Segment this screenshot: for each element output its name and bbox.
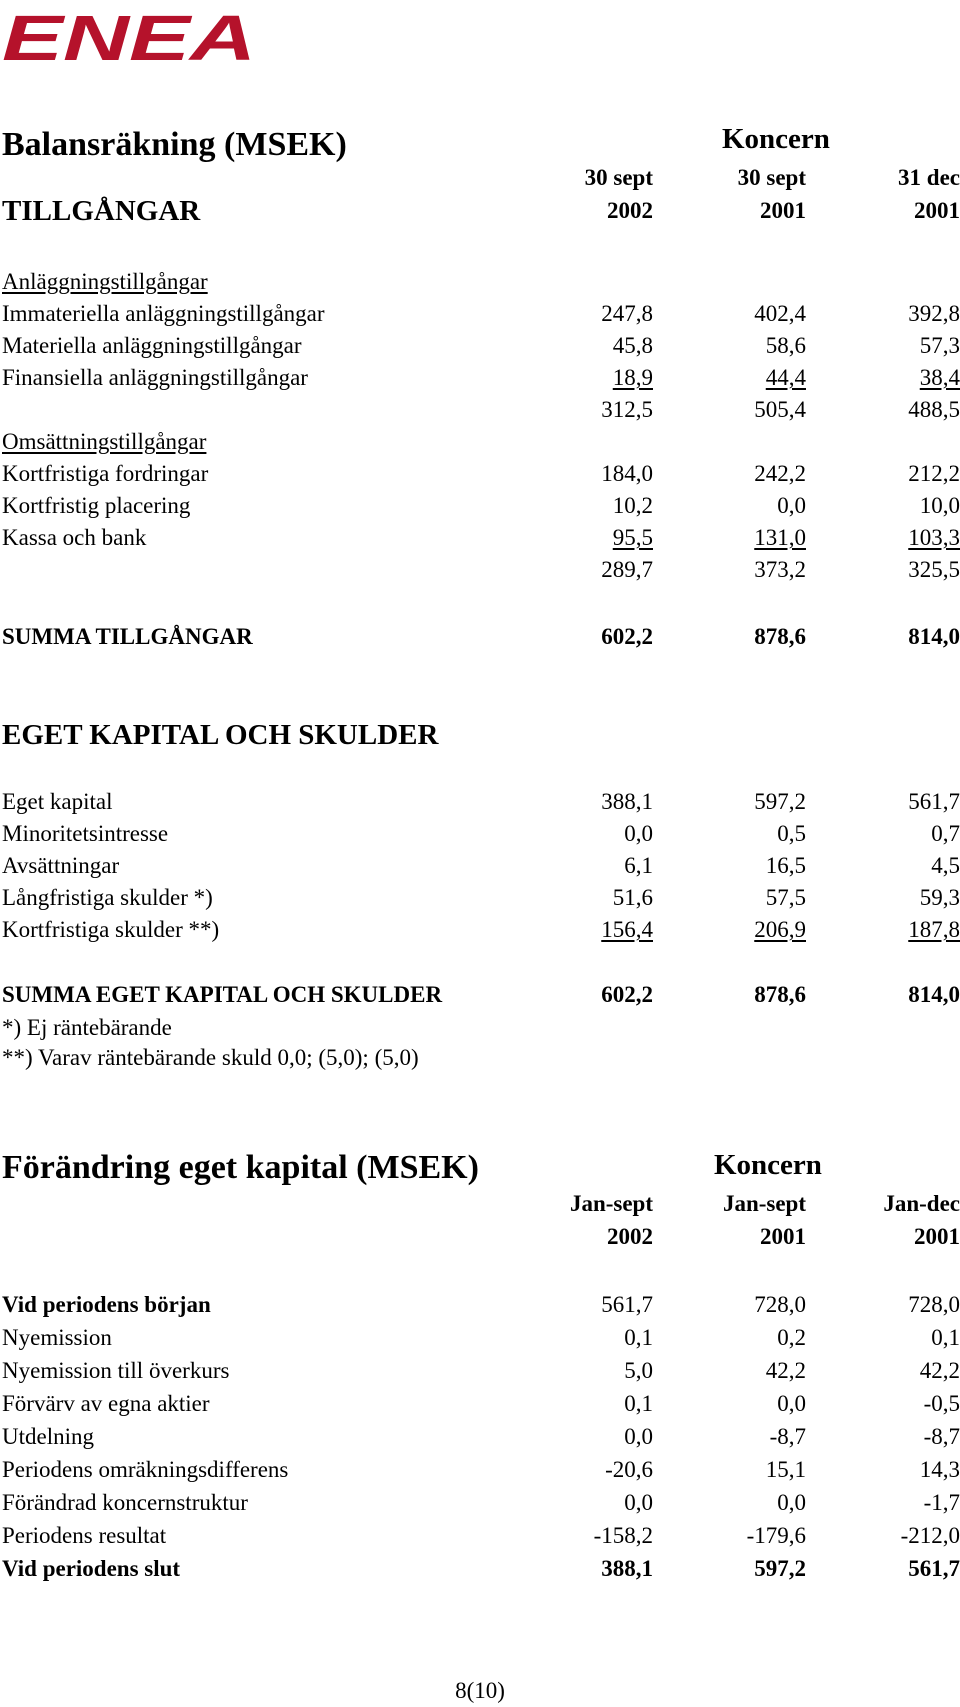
total-assets-value: 602,2: [601, 624, 653, 649]
current-sum-value: 325,5: [908, 557, 960, 582]
row-value: 388,1: [601, 1556, 653, 1581]
underlined-value: 131,0: [754, 525, 806, 550]
row-label: Immateriella anläggningstillgångar: [2, 301, 325, 326]
row-value: 0,1: [624, 1391, 653, 1416]
row-value: 0,0: [624, 1490, 653, 1515]
row-label: Minoritetsintresse: [2, 821, 169, 846]
equity-change-group-label: Koncern: [714, 1149, 822, 1181]
fixed-sum-value: 488,5: [908, 397, 960, 422]
underlined-value: 156,4: [601, 917, 653, 942]
assets-heading: TILLGÅNGAR: [2, 195, 201, 227]
row-label: Nyemission till överkurs: [2, 1358, 230, 1383]
row-label: Kortfristig placering: [2, 493, 191, 518]
total-assets-value: 814,0: [908, 624, 960, 649]
row-value: -20,6: [605, 1457, 653, 1482]
underlined-value: 95,5: [612, 525, 653, 550]
row-value: 0,0: [777, 1391, 806, 1416]
current-sum-value: 373,2: [754, 557, 806, 582]
row-value: 728,0: [754, 1292, 806, 1317]
row-value: 212,2: [908, 461, 960, 486]
total-assets-value: 878,6: [754, 624, 806, 649]
total-equity-value: 878,6: [754, 982, 806, 1007]
row-value: -212,0: [900, 1523, 960, 1548]
row-value: 10,2: [612, 493, 653, 518]
row-value: 59,3: [919, 885, 960, 910]
equity-change-col3-period: Jan-dec: [883, 1191, 960, 1216]
equity-change-col2-period: Jan-sept: [722, 1191, 806, 1216]
equity-change-col1-period: Jan-sept: [569, 1191, 653, 1216]
row-value: 42,2: [765, 1358, 806, 1383]
row-value: 728,0: [908, 1292, 960, 1317]
row-label: Kassa och bank: [2, 525, 147, 550]
row-value: 0,0: [777, 1490, 806, 1515]
underlined-value: 38,4: [919, 365, 960, 390]
balance-col2-period: 30 sept: [737, 165, 806, 190]
total-equity-value: 814,0: [908, 982, 960, 1007]
row-value: 0,0: [624, 821, 653, 846]
page-number: 8(10): [455, 1678, 505, 1703]
underlined-value: 206,9: [754, 917, 806, 942]
enea-logo: [0, 8, 260, 64]
row-value: 16,5: [765, 853, 806, 878]
row-label: Finansiella anläggningstillgångar: [2, 365, 308, 390]
underlined-value: 103,3: [908, 525, 960, 550]
row-value: 247,8: [601, 301, 653, 326]
row-value: 184,0: [601, 461, 653, 486]
row-value: 392,8: [908, 301, 960, 326]
row-label: Periodens resultat: [2, 1523, 167, 1548]
row-value: 0,1: [624, 1325, 653, 1350]
row-value: [676, 366, 806, 389]
row-value: 42,2: [919, 1358, 960, 1383]
row-value: 388,1: [601, 789, 653, 814]
row-label: Periodens omräkningsdifferens: [2, 1457, 289, 1482]
current-sum-value: 289,7: [601, 557, 653, 582]
row-value: 402,4: [754, 301, 806, 326]
row-value: 10,0: [919, 493, 960, 518]
row-value: 0,0: [624, 1424, 653, 1449]
row-value: -158,2: [593, 1523, 653, 1548]
row-label: Vid periodens slut: [2, 1556, 181, 1581]
row-value: 597,2: [754, 789, 806, 814]
total-equity-label: SUMMA EGET KAPITAL OCH SKULDER: [2, 982, 443, 1007]
total-assets-label: SUMMA TILLGÅNGAR: [2, 624, 253, 649]
row-value: 51,6: [612, 885, 653, 910]
equity-change-col3-year: 2001: [914, 1224, 960, 1249]
row-value: [676, 526, 806, 549]
balance-group-label: Koncern: [722, 123, 830, 155]
row-label: Utdelning: [2, 1424, 94, 1449]
row-value: 597,2: [754, 1556, 806, 1581]
equity-change-title: Förändring eget kapital (MSEK): [2, 1149, 479, 1186]
total-equity-value: 602,2: [601, 982, 653, 1007]
fixed-assets-heading: Anläggningstillgångar: [2, 269, 208, 294]
row-value: [830, 366, 960, 389]
balance-col2-year: 2001: [760, 198, 806, 223]
row-value: [523, 918, 653, 941]
row-value: 0,5: [777, 821, 806, 846]
row-value: 0,1: [931, 1325, 960, 1350]
balance-col3-year: 2001: [914, 198, 960, 223]
row-value: 4,5: [931, 853, 960, 878]
row-label: Avsättningar: [2, 853, 120, 878]
row-value: 561,7: [908, 1556, 960, 1581]
row-label: Materiella anläggningstillgångar: [2, 333, 302, 358]
current-assets-heading: Omsättningstillgångar: [2, 429, 207, 454]
row-value: 14,3: [919, 1457, 960, 1482]
balance-col1-period: 30 sept: [584, 165, 653, 190]
row-value: 15,1: [765, 1457, 806, 1482]
row-value: 0,0: [777, 493, 806, 518]
row-value: -1,7: [923, 1490, 960, 1515]
footnote: **) Varav räntebärande skuld 0,0; (5,0); (5,0): [2, 1045, 419, 1070]
row-value: [830, 526, 960, 549]
balance-col1-year: 2002: [607, 198, 653, 223]
row-value: 5,0: [624, 1358, 653, 1383]
row-value: [523, 366, 653, 389]
row-value: 6,1: [624, 853, 653, 878]
underlined-value: 44,4: [765, 365, 806, 390]
row-label: Förvärv av egna aktier: [2, 1391, 210, 1416]
row-value: -8,7: [769, 1424, 806, 1449]
row-value: -8,7: [923, 1424, 960, 1449]
row-value: 242,2: [754, 461, 806, 486]
row-label: Kortfristiga skulder **): [2, 917, 220, 942]
row-label: Förändrad koncernstruktur: [2, 1490, 248, 1515]
equity-change-col2-year: 2001: [760, 1224, 806, 1249]
row-label: Vid periodens början: [2, 1292, 211, 1317]
row-value: -179,6: [746, 1523, 806, 1548]
row-value: 58,6: [765, 333, 806, 358]
row-label: Långfristiga skulder *): [2, 885, 213, 910]
row-value: 45,8: [612, 333, 653, 358]
fixed-sum-value: 312,5: [601, 397, 653, 422]
fixed-sum-value: 505,4: [754, 397, 806, 422]
row-value: 561,7: [908, 789, 960, 814]
balance-col3-period: 31 dec: [898, 165, 960, 190]
equity-liabilities-heading: EGET KAPITAL OCH SKULDER: [2, 719, 439, 751]
row-value: 57,5: [765, 885, 806, 910]
balance-title: Balansräkning (MSEK): [2, 126, 347, 163]
row-value: [523, 526, 653, 549]
row-value: 0,2: [777, 1325, 806, 1350]
row-value: -0,5: [923, 1391, 960, 1416]
row-value: 561,7: [601, 1292, 653, 1317]
row-label: Nyemission: [2, 1325, 112, 1350]
row-label: Kortfristiga fordringar: [2, 461, 209, 486]
underlined-value: 187,8: [908, 917, 960, 942]
footnote: *) Ej räntebärande: [2, 1015, 172, 1040]
row-value: 0,7: [931, 821, 960, 846]
row-label: Eget kapital: [2, 789, 113, 814]
row-value: [830, 918, 960, 941]
row-value: [676, 918, 806, 941]
underlined-value: 18,9: [612, 365, 653, 390]
row-value: 57,3: [919, 333, 960, 358]
equity-change-col1-year: 2002: [607, 1224, 653, 1249]
logo-text: ENEA: [2, 8, 256, 64]
